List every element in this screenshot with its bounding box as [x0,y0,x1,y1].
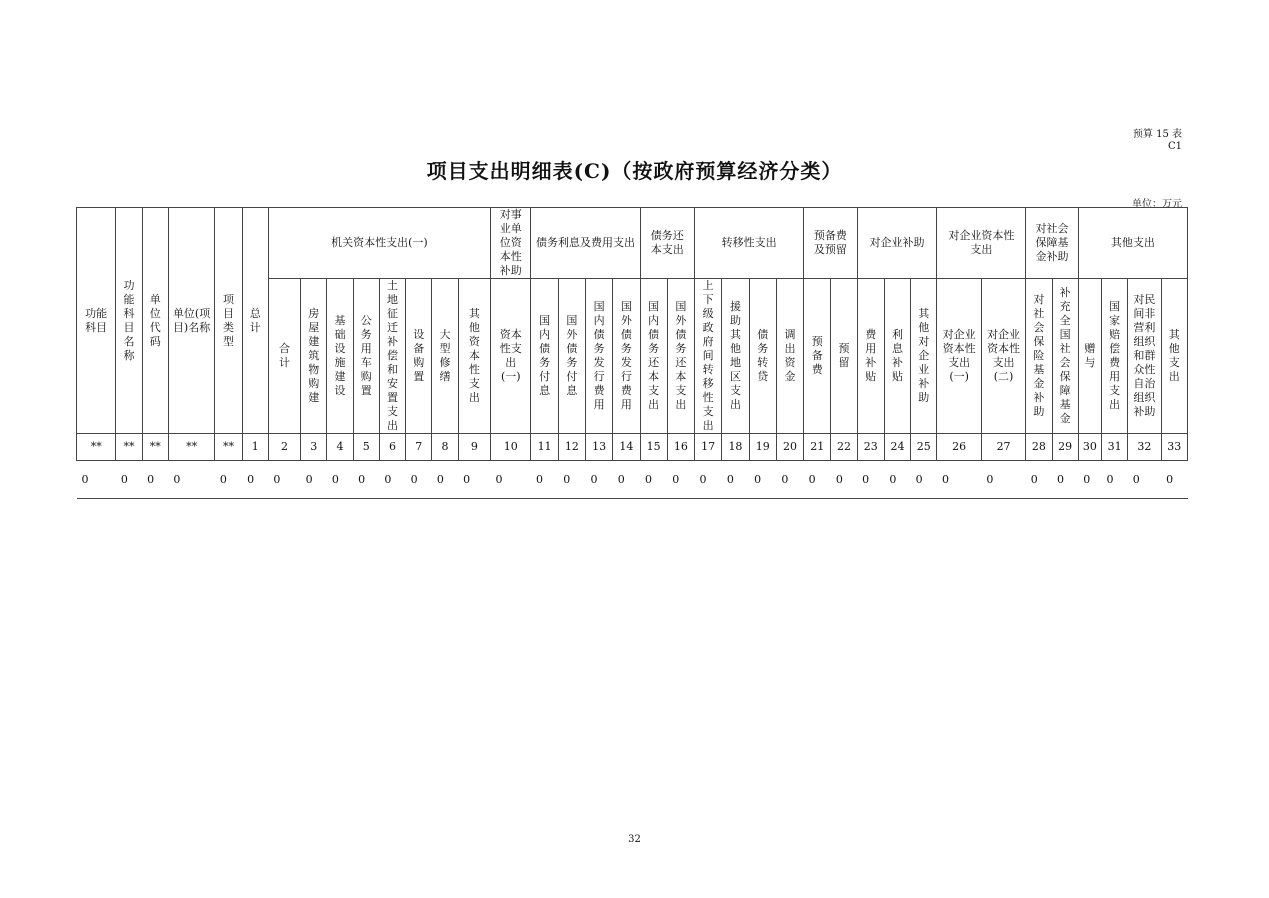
sub-header: 国外债务付息 [558,279,585,434]
sub-header: 资本性支出(一) [491,279,531,434]
table-cell: 0 [1161,461,1187,499]
sub-header: 国外债务还本支出 [667,279,694,434]
sub-header: 援助其他地区支出 [722,279,749,434]
sub-header: 大型修缮 [432,279,458,434]
column-index-cell: 9 [458,434,490,461]
table-cell: 0 [640,461,667,499]
table-row [77,461,1188,499]
table-cell: 0 [301,461,327,499]
form-code [1133,129,1182,153]
sub-header: 其他资本性支出 [458,279,490,434]
table-cell: 0 [242,461,268,499]
column-index-cell: 13 [585,434,612,461]
table-cell: 0 [804,461,831,499]
sub-header: 对民间非营利组织和群众性自治组织补助 [1128,279,1161,434]
table-cell: 0 [981,461,1025,499]
table-cell: 0 [695,461,722,499]
sub-header: 土地征迁补偿和安置支出 [379,279,405,434]
header-project-type: 项目类型 [215,208,242,434]
column-index-cell: 5 [353,434,379,461]
table-cell: 0 [558,461,585,499]
group-header: 机关资本性支出(一) [268,208,490,279]
table-cell: 0 [613,461,640,499]
header-unit-name: 单位(项目)名称 [168,208,214,434]
table-cell: 0 [776,461,803,499]
table-cell: 0 [379,461,405,499]
sub-header: 债务转贷 [749,279,776,434]
column-index-cell: 16 [667,434,694,461]
page-number: 32 [628,834,641,845]
column-index-cell: 15 [640,434,667,461]
sub-header: 补充全国社会保障基金 [1052,279,1078,434]
table-cell: 0 [491,461,531,499]
group-header: 预备费及预留 [804,208,858,279]
sub-header: 国家赔偿费用支出 [1102,279,1128,434]
sub-header: 预留 [831,279,857,434]
sub-header: 调出资金 [776,279,803,434]
group-header: 债务还本支出 [640,208,695,279]
sub-header: 对企业资本性支出(一) [937,279,981,434]
column-index-cell: 7 [406,434,432,461]
column-index-cell: 4 [327,434,353,461]
column-index-cell: 33 [1161,434,1187,461]
table-cell: 0 [353,461,379,499]
header-function-name: 功能科目名称 [116,208,142,434]
column-index-cell: ** [215,434,242,461]
table-cell: 0 [911,461,937,499]
column-index-cell: 17 [695,434,722,461]
sub-header: 国内债务还本支出 [640,279,667,434]
column-index-cell: ** [77,434,116,461]
table-cell: 0 [884,461,910,499]
sub-header: 房屋建筑物购建 [301,279,327,434]
header-function-code: 功能科目 [77,208,116,434]
table-cell: 0 [1052,461,1078,499]
table-cell: 0 [406,461,432,499]
table-cell: 0 [168,461,214,499]
table-cell: 0 [937,461,981,499]
column-index-cell: 22 [831,434,857,461]
column-index-cell: 14 [613,434,640,461]
column-index-row [77,434,1188,461]
sub-header: 费用补贴 [857,279,884,434]
table-cell: 0 [77,461,116,499]
column-index-cell: 6 [379,434,405,461]
sub-header: 国内债务付息 [531,279,558,434]
sub-header: 设备购置 [406,279,432,434]
table-cell: 0 [1128,461,1161,499]
form-code-line1: 预算 15 表 [1132,129,1182,140]
sub-header: 国外债务发行费用 [613,279,640,434]
sub-header: 其他对企业补助 [911,279,937,434]
table-cell: 0 [458,461,490,499]
column-index-cell: 29 [1052,434,1078,461]
table-cell: 0 [667,461,694,499]
column-index-cell: 10 [491,434,531,461]
column-index-cell: 25 [911,434,937,461]
column-index-cell: ** [116,434,142,461]
table-cell: 0 [749,461,776,499]
sub-header: 合计 [268,279,300,434]
header-total: 总计 [242,208,268,434]
table-cell: 0 [268,461,300,499]
sub-header: 其他支出 [1161,279,1187,434]
column-index-cell: ** [142,434,168,461]
column-index-cell: 8 [432,434,458,461]
column-index-cell: 26 [937,434,981,461]
table-cell: 0 [585,461,612,499]
sub-header: 赠与 [1078,279,1101,434]
budget-table [76,207,1188,499]
table-cell: 0 [432,461,458,499]
group-header: 其他支出 [1078,208,1187,279]
group-header: 对社会保障基金补助 [1026,208,1079,279]
table-cell: 0 [857,461,884,499]
table-cell: 0 [116,461,142,499]
group-header: 对企业补助 [857,208,937,279]
column-index-cell: 1 [242,434,268,461]
sub-header: 对社会保险基金补助 [1026,279,1052,434]
sub-header: 国内债务发行费用 [585,279,612,434]
sub-header: 公务用车购置 [353,279,379,434]
column-index-cell: 23 [857,434,884,461]
column-index-cell: 12 [558,434,585,461]
group-header: 对企业资本性支出 [937,208,1026,279]
group-header: 债务利息及费用支出 [531,208,640,279]
page-title: 项目支出明细表(C)（按政府预算经济分类） [426,159,843,183]
table-cell: 0 [327,461,353,499]
form-code-line2: C1 [1167,141,1182,152]
sub-header: 预备费 [804,279,831,434]
column-index-cell: 24 [884,434,910,461]
column-index-cell: 32 [1128,434,1161,461]
sub-header: 利息补贴 [884,279,910,434]
table-cell: 0 [1102,461,1128,499]
column-index-cell: 21 [804,434,831,461]
sub-header: 对企业资本性支出(二) [981,279,1025,434]
column-index-cell: 28 [1026,434,1052,461]
table-cell: 0 [1078,461,1101,499]
column-index-cell: 27 [981,434,1025,461]
sub-header: 基础设施建设 [327,279,353,434]
column-index-cell: 18 [722,434,749,461]
unit-label: 单位：万元 [1132,199,1182,210]
table-cell: 0 [722,461,749,499]
table-cell: 0 [142,461,168,499]
column-index-cell: 31 [1102,434,1128,461]
column-index-cell: 30 [1078,434,1101,461]
sub-header: 上下级政府间转移性支出 [695,279,722,434]
table-cell: 0 [1026,461,1052,499]
group-header: 转移性支出 [695,208,804,279]
column-index-cell: 19 [749,434,776,461]
table-cell: 0 [531,461,558,499]
table-cell: 0 [831,461,857,499]
column-index-cell: 20 [776,434,803,461]
group-header: 对事业单位资本性补助 [491,208,531,279]
column-index-cell: 3 [301,434,327,461]
column-index-cell: ** [168,434,214,461]
column-index-cell: 2 [268,434,300,461]
table-cell: 0 [215,461,242,499]
header-unit-code: 单位代码 [142,208,168,434]
column-index-cell: 11 [531,434,558,461]
